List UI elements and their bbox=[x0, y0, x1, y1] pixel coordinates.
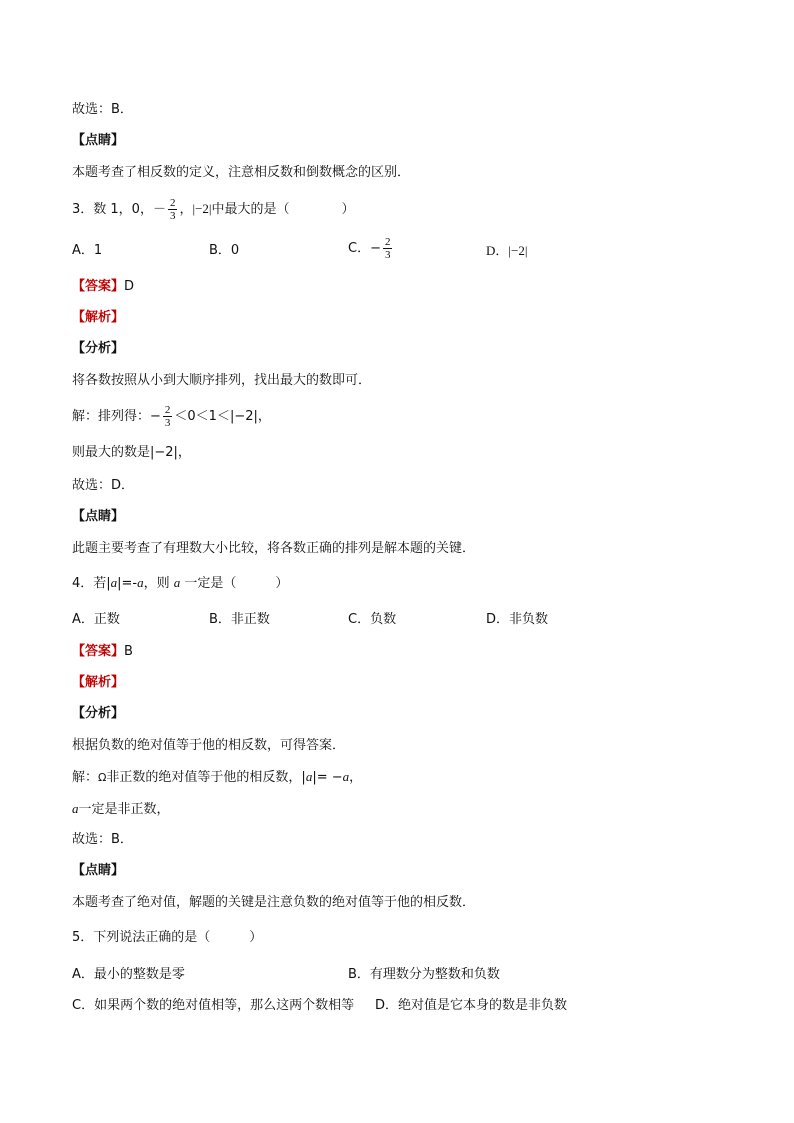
q3-option-c-den: 3 bbox=[384, 249, 391, 261]
q3-solution-num: 2 bbox=[164, 404, 171, 416]
q5-option-c: C．如果两个数的绝对值相等，那么这两个数相等 bbox=[72, 998, 355, 1013]
prev-comment-heading: 【点睛】 bbox=[72, 133, 125, 148]
q3-option-b: B．0 bbox=[209, 243, 240, 258]
prev-comment-text: 本题考查了相反数的定义，注意相反数和倒数概念的区别． bbox=[72, 165, 411, 180]
q4-tail2: 一定是（ ） bbox=[180, 576, 289, 591]
q3-stem bbox=[72, 197, 355, 222]
q4-option-d: D．非负数 bbox=[486, 612, 549, 627]
q4-option-b: B．非正数 bbox=[209, 612, 270, 627]
q3-answer bbox=[72, 278, 134, 296]
q3-solution-prefix: 解：排列得：− bbox=[72, 409, 161, 424]
q3-option-c-fraction bbox=[383, 236, 393, 261]
q3-option-a: A．1 bbox=[72, 243, 103, 258]
q4-lead: 4．若| bbox=[72, 576, 111, 591]
q5-option-b: B．有理数分为整数和负数 bbox=[348, 967, 500, 982]
q3-abs-value: |−2| bbox=[192, 201, 212, 216]
q3-lead: 3．数 1，0， bbox=[72, 202, 153, 217]
q3-neg: － bbox=[152, 202, 166, 217]
q4-chosen: 故选：B． bbox=[72, 832, 133, 847]
q3-solution-den: 3 bbox=[164, 417, 171, 429]
q3-fenxi-text: 将各数按照从小到大顺序排列，找出最大的数即可． bbox=[72, 373, 372, 388]
q4-line2-var: a bbox=[72, 801, 79, 816]
q4-solution-end: |= − bbox=[312, 770, 343, 785]
q4-fenxi-heading: 【分析】 bbox=[72, 706, 125, 721]
q3-option-d: D．|−2| bbox=[486, 243, 528, 258]
q4-line2 bbox=[72, 800, 170, 819]
q4-solution-var2: a bbox=[342, 769, 350, 784]
q5-stem: 5．下列说法正确的是（ ） bbox=[72, 930, 263, 945]
q3-comment-heading: 【点睛】 bbox=[72, 509, 125, 524]
q4-fenxi-text: 根据负数的绝对值等于他的相反数，可得答案． bbox=[72, 738, 346, 753]
q3-solution-fraction bbox=[163, 404, 173, 429]
q3-option-c-num: 2 bbox=[384, 236, 391, 248]
q3-analysis-heading: 【解析】 bbox=[72, 310, 125, 325]
q4-option-c: C．负数 bbox=[348, 612, 397, 627]
q4-answer-heading: 【答案】 bbox=[72, 644, 125, 659]
q3-solution-tail: ＜0＜1＜|−2|， bbox=[174, 409, 271, 424]
q3-option-c-prefix: C．− bbox=[348, 241, 381, 256]
q5-option-a: A．最小的整数是零 bbox=[72, 967, 185, 982]
q3-solution bbox=[72, 404, 271, 429]
q3-chosen: 故选：D． bbox=[72, 478, 135, 493]
prev-chosen: 故选：B． bbox=[72, 102, 133, 117]
q3-sep: ， bbox=[179, 202, 193, 217]
q4-comment-heading: 【点睛】 bbox=[72, 863, 125, 878]
q3-frac-num: 2 bbox=[169, 197, 176, 209]
q4-answer bbox=[72, 643, 133, 661]
q3-option-c bbox=[348, 236, 394, 261]
q4-mid: |=- bbox=[117, 576, 138, 591]
q4-option-a: A．正数 bbox=[72, 612, 120, 627]
q4-answer-value: B bbox=[124, 644, 133, 659]
q4-comment-text: 本题考查了绝对值，解题的关键是注意负数的绝对值等于他的相反数． bbox=[72, 895, 476, 910]
q3-answer-heading: 【答案】 bbox=[72, 279, 125, 294]
q3-answer-value: D bbox=[124, 279, 135, 294]
q3-comment-text: 此题主要考查了有理数大小比较，将各数正确的排列是解本题的关键． bbox=[72, 541, 476, 556]
q4-stem bbox=[72, 574, 288, 593]
q4-var2: a bbox=[137, 575, 144, 590]
q3-tail: 中最大的是（ ） bbox=[211, 202, 355, 217]
q5-option-d: D．绝对值是它本身的数是非负数 bbox=[375, 998, 568, 1013]
q3-frac-den: 3 bbox=[169, 210, 176, 222]
q4-line2-text: 一定是非正数， bbox=[78, 802, 170, 817]
q3-fenxi-heading: 【分析】 bbox=[72, 341, 125, 356]
q4-solution-comma: ， bbox=[349, 770, 363, 785]
q4-analysis-heading: 【解析】 bbox=[72, 675, 125, 690]
q3-max-line: 则最大的数是|−2|， bbox=[72, 445, 191, 460]
q4-solution-var: a bbox=[305, 769, 313, 784]
q4-var3: a bbox=[173, 575, 181, 590]
q4-solution-text: 非正数的绝对值等于他的相反数，| bbox=[106, 770, 306, 785]
because-symbol-icon: Ω bbox=[98, 771, 107, 784]
q4-solution: 解：Ω非正数的绝对值等于他的相反数，|a|= −a， bbox=[72, 769, 363, 785]
q4-tail1: ，则 bbox=[143, 576, 174, 591]
q4-var: a bbox=[110, 575, 118, 590]
q3-fraction bbox=[168, 197, 178, 222]
